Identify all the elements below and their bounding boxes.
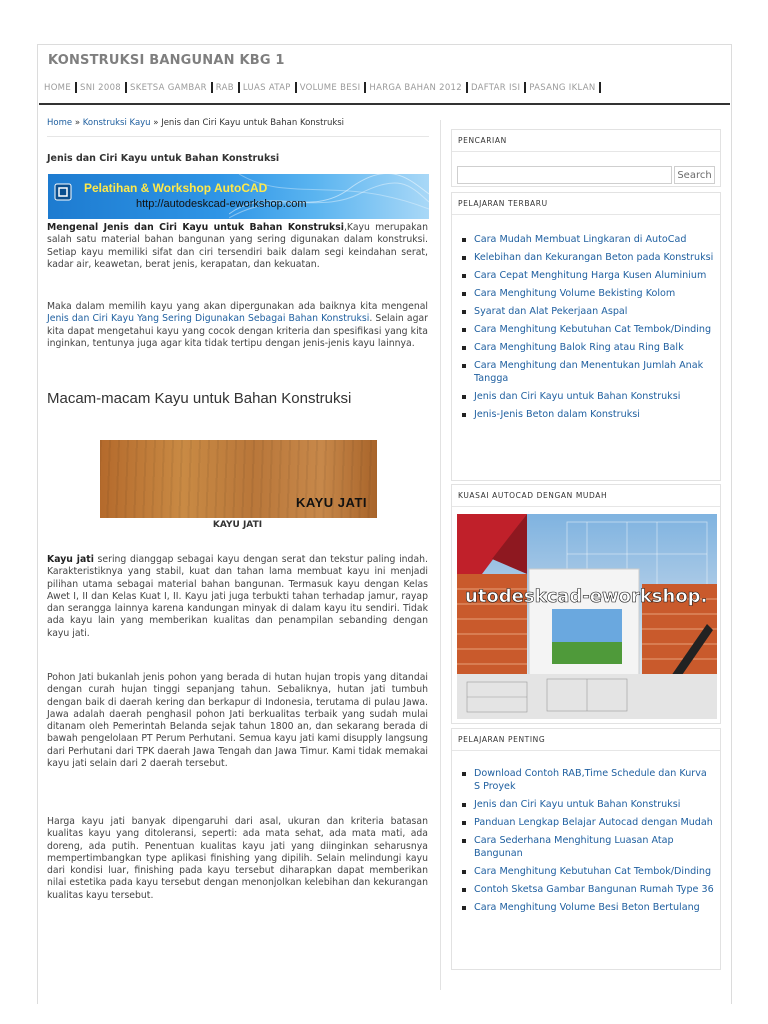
kayu-jati-image-label: KAYU JATI — [296, 495, 367, 510]
list-item[interactable]: Kelebihan dan Kekurangan Beton pada Konstruksi — [462, 251, 714, 264]
list-item[interactable]: Cara Menghitung dan Menentukan Jumlah Anak Tangga — [462, 359, 714, 385]
list-item[interactable]: Cara Menghitung Volume Besi Beton Bertulang — [462, 901, 714, 914]
choice-text-post: . Selain agar kita dapat mengetahui kayu yang cocok dengan kriteria dan spesifikasi yang kita inginkan, tentunya juga agar kita tidak tertipu dengan jenis-jenis kayu lainnya. — [47, 313, 428, 349]
intro-paragraph — [47, 222, 428, 271]
jati-text: sering dianggap sebagai kayu dengan serat dan tekstur paling indah. Karakteristiknya yang stabil, kuat dan tahan lama membuat kayu ini menjadi pilihan utama sebagai material bahan bangunan. Termasuk kayu dengan Kelas Awet I, II dan Kelas Kuat I, II. Kayu jati juga terbukti tahan terhadap jamur, rayap dan serangga lainnya karena kandungan minyak di dalam kayu itu sendiri. Tidak ada kayu lain yang memberikan kualitas dan penampilan sebanding dengan kayu jati. — [47, 554, 428, 639]
banner-url: http://autodeskcad-eworkshop.com — [136, 198, 307, 210]
list-item[interactable]: Cara Menghitung Kebutuhan Cat Tembok/Dinding — [462, 865, 714, 878]
choice-paragraph — [47, 301, 428, 350]
autocad-promo-image[interactable] — [457, 514, 717, 719]
breadcrumb — [47, 118, 429, 128]
nav-sni-2008[interactable]: SNI 2008 — [80, 82, 121, 93]
section-heading: Macam-macam Kayu untuk Bahan Konstruksi — [47, 390, 352, 407]
nav-luas-atap[interactable]: LUAS ATAP — [242, 82, 291, 93]
breadcrumb-category[interactable]: Konstruksi Kayu — [82, 118, 151, 128]
nav-volume-besi[interactable]: VOLUME BESI — [299, 82, 361, 93]
breadcrumb-home[interactable]: Home — [47, 118, 73, 128]
important-lessons-list — [462, 767, 714, 919]
list-item[interactable]: Panduan Lengkap Belajar Autocad dengan Mudah — [462, 816, 714, 829]
nav-home[interactable]: HOME — [44, 82, 71, 93]
harga-paragraph: Harga kayu jati banyak dipengaruhi dari asal, ukuran dan kriteria batasan kualitas kayu yang ditoleransi, seperti: ada mata sehat, ada mata mati, ada doreng, ada putih. Penentuan kualitas kayu jati yang diinginkan seharusnya mempertimbangkan type aplikasi finishing yang dipilih. Selain melindungi kayu dari kondisi luar, finishing pada kayu tersebut diharapkan dapat memberikan nilai estetika pada kayu tersebut dengan menonjolkan kelebihan dan kekurangan kualitas kayu tersebut. — [47, 816, 428, 901]
intro-text: ,Kayu merupakan salah satu material bahan bangunan yang sering digunakan dalam konstruksi. Setiap kayu memiliki sifat dan ciri tersendiri baik dalam segi keindahan serat, kadar air, keawetan, berat jenis, kerapatan, dan kekuatan. — [47, 222, 428, 270]
pohon-jati-paragraph: Pohon Jati bukanlah jenis pohon yang berada di hutan hujan tropis yang ditandai dengan curah hujan tinggi sepanjang tahun. Sebaliknya, hutan jati tumbuh dengan baik di daerah kering dan berkapur di Indonesia, terutama di pulau Jawa. Jawa adalah daerah penghasil pohon Jati berkualitas terbaik yang sudah mulai ditanam oleh Pemerintah Belanda sejak tahun 1800 an, dan sekarang berada di bawah pengelolaan PT Perum Perhutani. Semua kayu jati kami disupply langsung dari Perhutani dari TPK daerah Jawa Tengah dan Jawa Timur. Kami tidak memakai kayu jati selain dari 2 daerah tersebut. — [47, 672, 428, 770]
autocad-banner[interactable] — [48, 174, 429, 219]
post-title: Jenis dan Ciri Kayu untuk Bahan Konstruksi — [47, 153, 280, 164]
autocad-promo-title: KUASAI AUTOCAD DENGAN MUDAH — [458, 491, 608, 500]
nav-separator — [211, 82, 213, 93]
widget-divider — [452, 750, 720, 751]
site-title[interactable]: KONSTRUKSI BANGUNAN KBG 1 — [48, 53, 285, 68]
latest-lessons-title: PELAJARAN TERBARU — [458, 199, 548, 208]
list-item[interactable]: Cara Menghitung Kebutuhan Cat Tembok/Dinding — [462, 323, 714, 336]
list-item[interactable]: Download Contoh RAB,Time Schedule dan Kurva S Proyek — [462, 767, 714, 793]
nav-separator — [466, 82, 468, 93]
image-caption: KAYU JATI — [212, 520, 263, 530]
search-widget — [451, 129, 721, 187]
search-widget-title: PENCARIAN — [458, 136, 507, 145]
autocad-promo-widget — [451, 484, 721, 724]
choice-link[interactable]: Jenis dan Ciri Kayu Yang Sering Digunakan Sebagai Bahan Konstruksi — [47, 313, 370, 325]
kayu-jati-image — [100, 440, 377, 518]
search-input[interactable] — [457, 166, 672, 184]
latest-lessons-list — [462, 233, 714, 426]
search-button[interactable]: Search — [674, 166, 715, 184]
list-item[interactable]: Cara Sederhana Menghitung Luasan Atap Bangunan — [462, 834, 714, 860]
breadcrumb-sep: » — [153, 118, 159, 128]
widget-divider — [452, 151, 720, 152]
nav-divider — [39, 103, 730, 105]
nav-harga-bahan[interactable]: HARGA BAHAN 2012 — [369, 82, 462, 93]
nav-separator — [125, 82, 127, 93]
nav-pasang-iklan[interactable]: PASANG IKLAN — [529, 82, 596, 93]
promo-illustration — [457, 514, 717, 719]
list-item[interactable]: Cara Cepat Menghitung Harga Kusen Aluminium — [462, 269, 714, 282]
breadcrumb-sep: » — [74, 118, 81, 128]
intro-bold: Mengenal Jenis dan Ciri Kayu untuk Bahan Konstruksi — [47, 222, 344, 233]
column-divider — [440, 120, 441, 990]
list-item[interactable]: Cara Menghitung Volume Bekisting Kolom — [462, 287, 714, 300]
nav-rab[interactable]: RAB — [215, 82, 234, 93]
list-item[interactable]: Syarat dan Alat Pekerjaan Aspal — [462, 305, 714, 318]
nav-daftar-isi[interactable]: DAFTAR ISI — [470, 82, 521, 93]
list-item[interactable]: Cara Menghitung Balok Ring atau Ring Balk — [462, 341, 714, 354]
autocad-logo-icon — [54, 183, 72, 201]
list-item[interactable]: Cara Mudah Membuat Lingkaran di AutoCad — [462, 233, 714, 246]
jati-paragraph — [47, 554, 428, 640]
promo-image-text: utodeskcad-eworkshop. — [465, 586, 708, 607]
nav-separator — [524, 82, 526, 93]
nav-separator — [295, 82, 297, 93]
important-lessons-widget — [451, 728, 721, 970]
nav-separator — [599, 82, 601, 93]
nav-sketsa-gambar[interactable]: SKETSA GAMBAR — [130, 82, 207, 93]
nav-separator — [75, 82, 77, 93]
breadcrumb-divider — [47, 136, 429, 137]
nav-separator — [364, 82, 366, 93]
widget-divider — [452, 506, 720, 507]
choice-text-pre: Maka dalam memilih kayu yang akan dipergunakan ada baiknya kita mengenal — [47, 301, 428, 312]
list-item[interactable]: Jenis dan Ciri Kayu untuk Bahan Konstruksi — [462, 390, 714, 403]
breadcrumb-current: Jenis dan Ciri Kayu untuk Bahan Konstruksi — [161, 118, 345, 128]
banner-headline: Pelatihan & Workshop AutoCAD — [84, 181, 268, 195]
widget-divider — [452, 214, 720, 215]
main-content — [47, 118, 429, 901]
important-lessons-title: PELAJARAN PENTING — [458, 735, 546, 744]
nav-separator — [238, 82, 240, 93]
list-item[interactable]: Jenis dan Ciri Kayu untuk Bahan Konstruksi — [462, 798, 714, 811]
top-nav — [44, 82, 604, 93]
jati-bold: Kayu jati — [47, 554, 94, 565]
list-item[interactable]: Contoh Sketsa Gambar Bangunan Rumah Type 36 — [462, 883, 714, 896]
list-item[interactable]: Jenis-Jenis Beton dalam Konstruksi — [462, 408, 714, 421]
latest-lessons-widget — [451, 192, 721, 481]
